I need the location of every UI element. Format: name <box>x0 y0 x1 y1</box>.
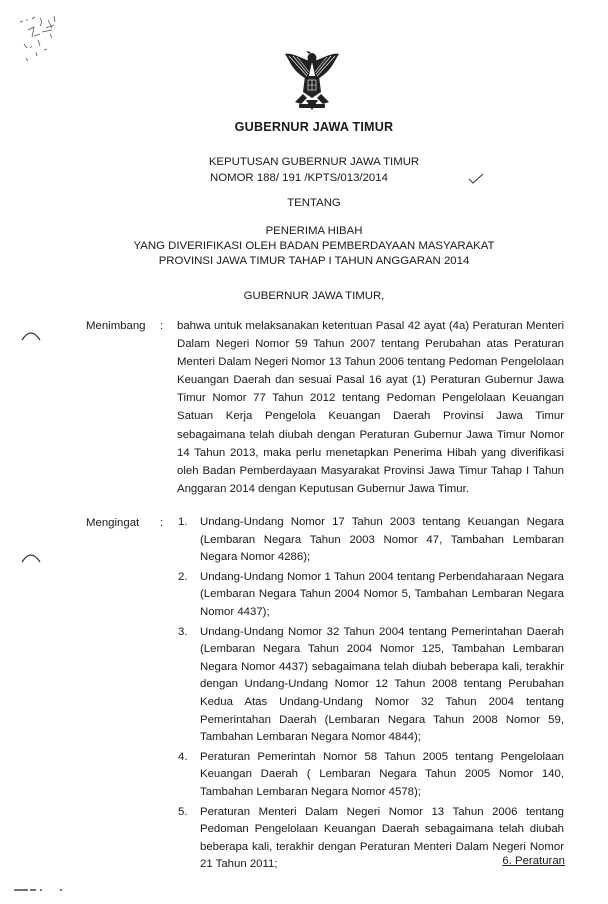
subject-line-3: PROVINSI JAWA TIMUR TAHAP I TAHUN ANGGARAN 2014 <box>158 255 470 267</box>
punch-hole-mark-icon <box>20 548 42 568</box>
list-item: 2. Undang-Undang Nomor 1 Tahun 2004 tentang Perbendaharaan Negara (Lembaran Negara Tahun 2004 Nomor 5, Tambahan Lembaran Negara Nomor 4437); <box>178 570 564 618</box>
issuer-line: GUBERNUR JAWA TIMUR, <box>243 290 385 302</box>
mengingat-colon: : <box>160 517 164 529</box>
mengingat-label: Mengingat <box>86 517 140 529</box>
scan-artifact <box>14 886 64 894</box>
list-item: 3. Undang-Undang Nomor 32 Tahun 2004 tentang Pemerintahan Daerah (Lembaran Negara Tahun 2004 Nomor 125, Tambahan Lembaran Negara Nomor 4437) sebagaimana telah diubah beberapa kali, terakhir dengan Undang-Undang Nomor 12 Tahun 2008 tentang Perubahan Kedua Atas Undang-Undang Nomor 32 Tahun 2004 tentang Pemerintahan Daerah (Lembaran Negara Tahun 2008 Nomor 59, Tambahan Lembaran Negara Nomor 4844); <box>178 625 564 744</box>
check-mark-icon <box>468 173 484 185</box>
list-item: 5. Peraturan Menteri Dalam Negeri Nomor 13 Tahun 2006 tentang Pedoman Pengelolaan Keuangan Daerah sebagaimana telah diubah beberapa kali, terakhir dengan Peraturan Menteri Dalam Negeri Nomor 21 Tahun 2011; <box>178 805 564 871</box>
governor-heading: GUBERNUR JAWA TIMUR <box>234 120 394 134</box>
menimbang-text: bahwa untuk melaksanakan ketentuan Pasal 42 ayat (4a) Peraturan Menteri Dalam Negeri Nomor 59 Tahun 2007 tentang Perubahan atas Peraturan Menteri Dalam Negeri Nomor 13 Tahun 2006 tentang Pedoman Pengelolaan Keuangan Daerah dan sesuai Pasal 16 ayat (1) Peraturan Gubernur Jawa Timur Nomor 77 Tahun 2012 tentang Pedoman Pengelolaan Keuangan Satuan Kerja Pengelola Keuangan Daerah Provinsi Jawa Timur sebagaimana telah diubah dengan Peraturan Gubernur Jawa Timur Nomor 14 Tahun 2013, maka perlu menetapkan Penerima Hibah yang diverifikasi oleh Badan Pemberdayaan Masyarakat Provinsi Jawa Timur Tahap I Tahun Anggaran 2014 dengan Keputusan Gubernur Jawa Timur. <box>177 320 564 495</box>
menimbang-label: Menimbang <box>86 320 146 332</box>
list-item: 4. Peraturan Pemerintah Nomor 58 Tahun 2005 tentang Pengelolaan Keuangan Daerah ( Lembaran Negara Tahun 2005 Nomor 140, Tambahan Lembaran Negara Nomor 4578); <box>178 750 564 798</box>
menimbang-colon: : <box>160 320 164 332</box>
mengingat-list <box>178 514 564 876</box>
punch-hole-mark-icon <box>20 326 42 346</box>
decree-title: KEPUTUSAN GUBERNUR JAWA TIMUR <box>208 156 420 168</box>
about-heading: TENTANG <box>287 197 341 209</box>
list-item: 1. Undang-Undang Nomor 17 Tahun 2003 tentang Keuangan Negara (Lembaran Negara Tahun 2003 Nomor 47, Tambahan Lembaran Negara Nomor 4286); <box>178 516 564 564</box>
decree-number: NOMOR 188/ 191 /KPTS/013/2014 <box>210 172 388 184</box>
handwritten-annotation <box>18 14 70 70</box>
subject-line-2: YANG DIVERIFIKASI OLEH BADAN PEMBERDAYAAN MASYARAKAT <box>133 240 495 252</box>
garuda-emblem <box>281 48 343 112</box>
subject-line-1: PENERIMA HIBAH <box>265 225 363 237</box>
continuation-note: 6. Peraturan <box>502 855 565 867</box>
